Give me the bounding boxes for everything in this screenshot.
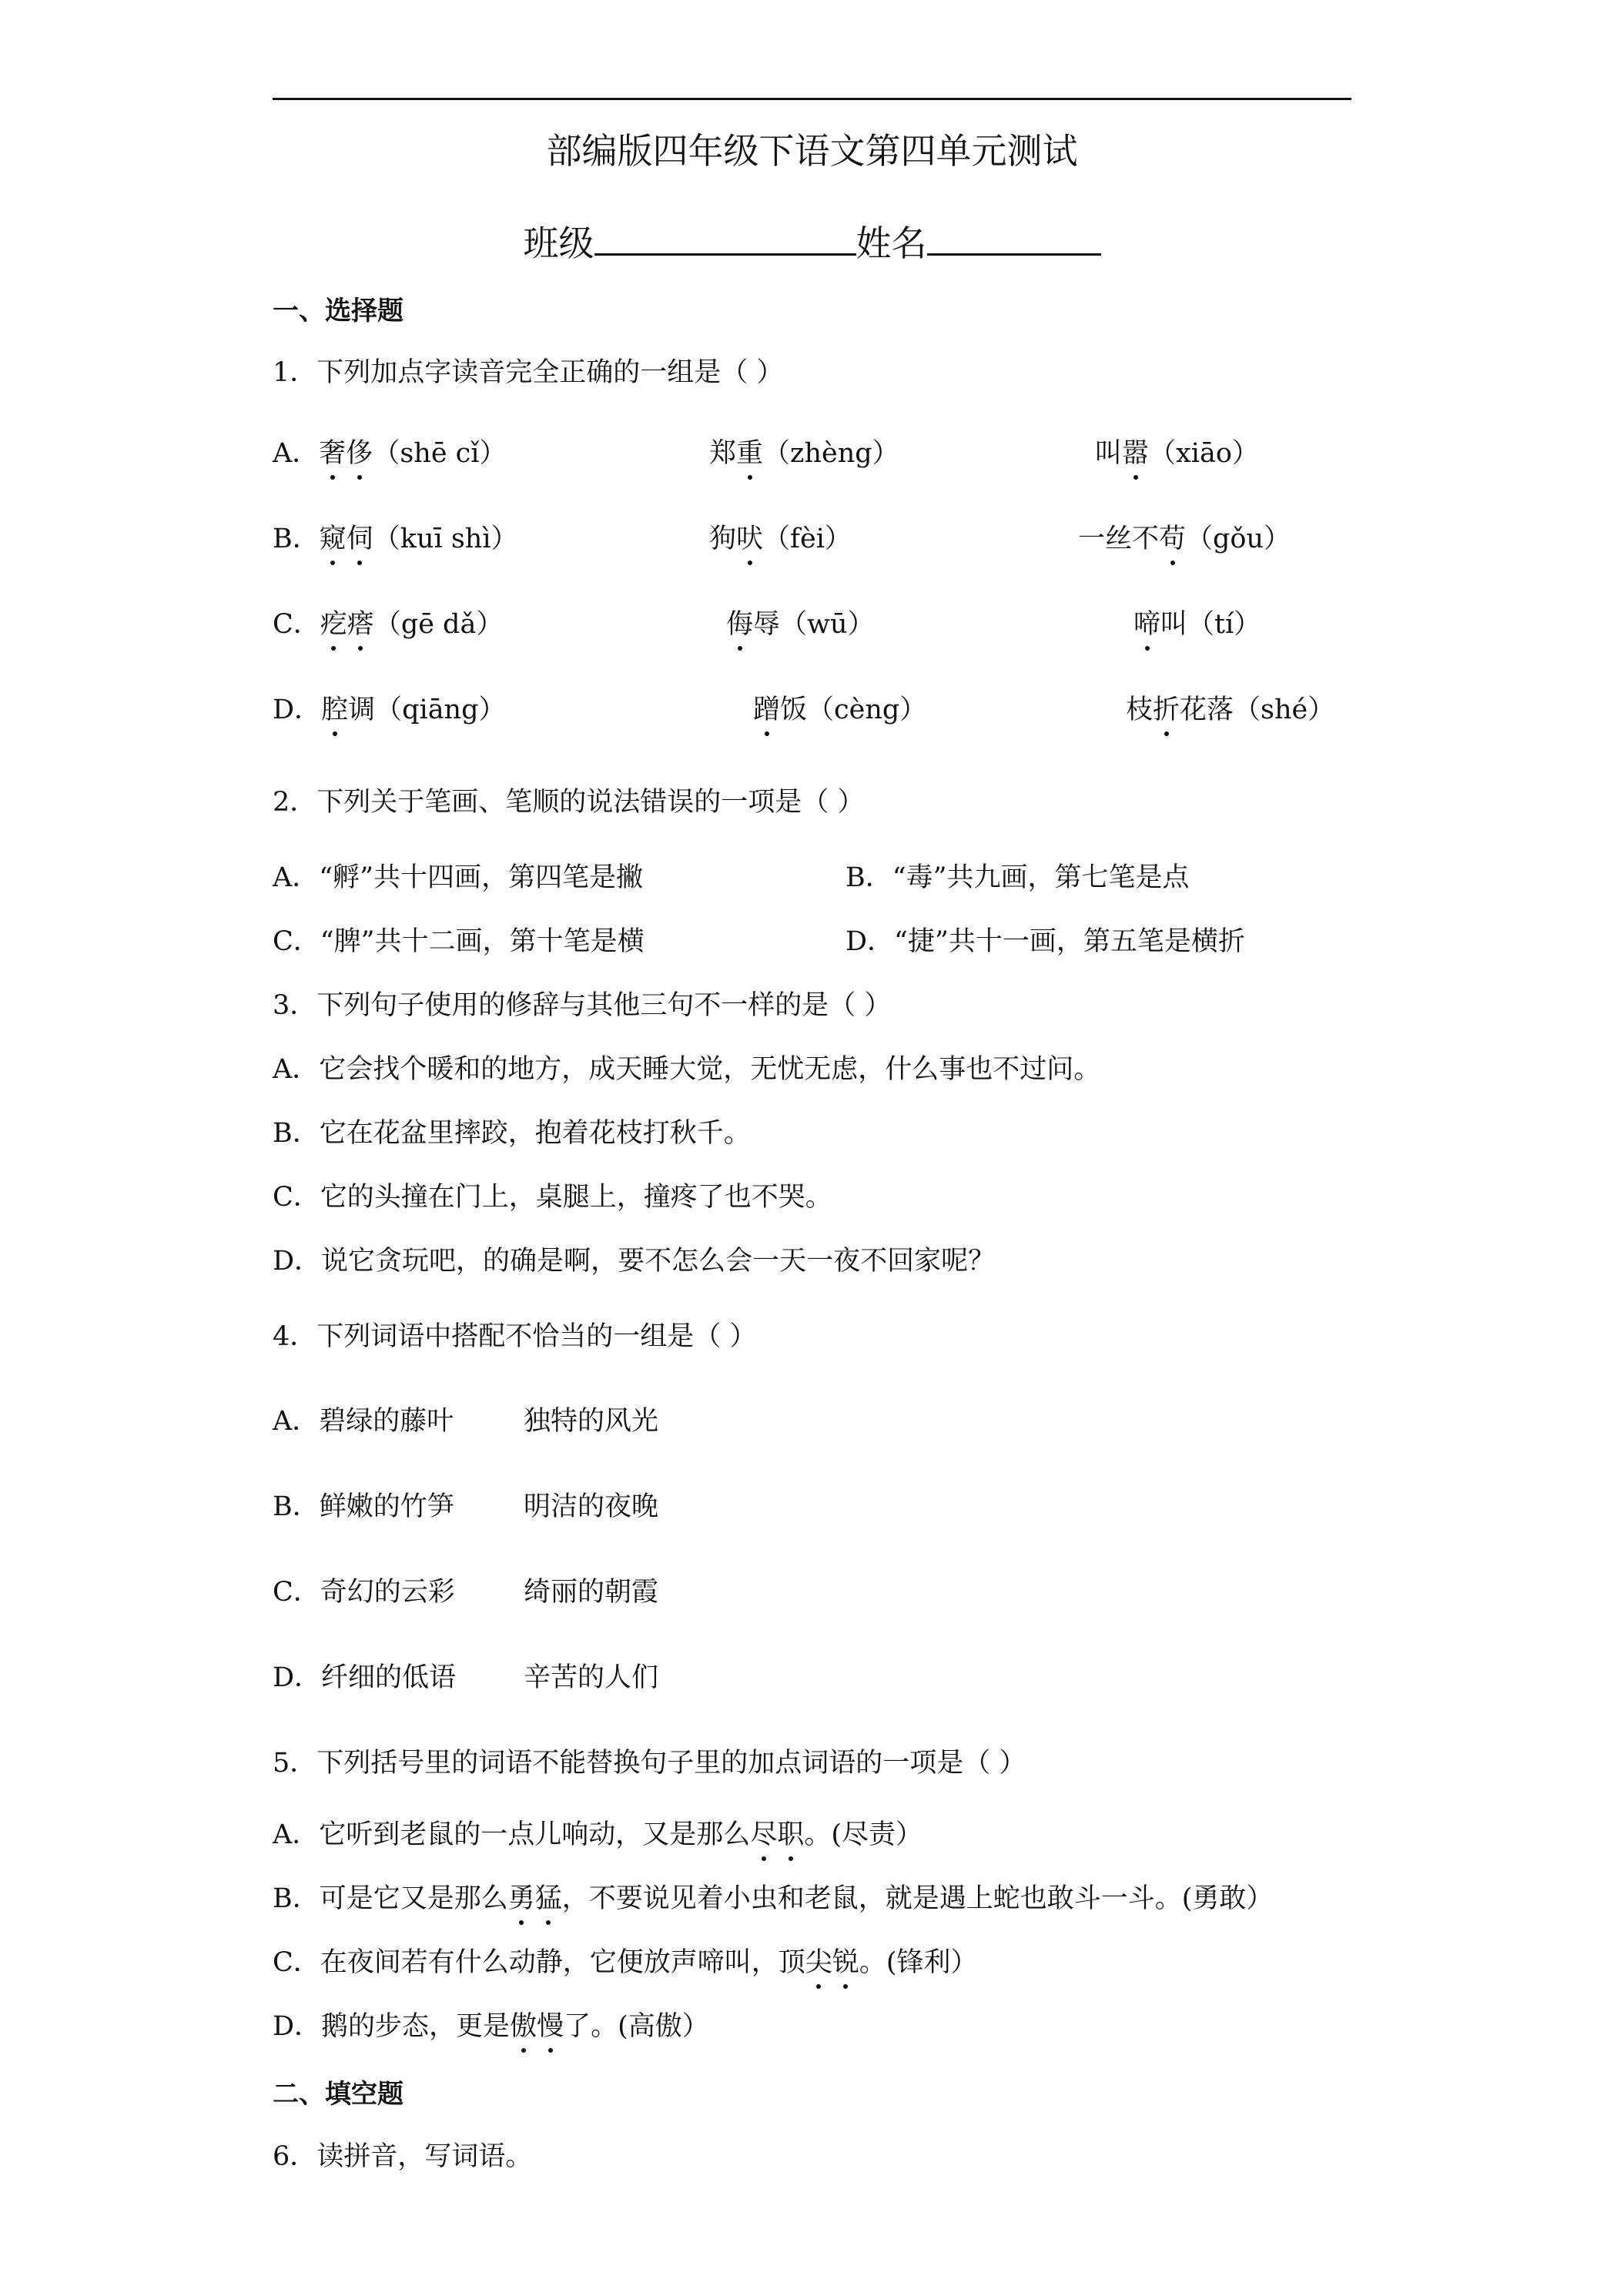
q1-option-b2: 狗吠（fèi）	[709, 517, 852, 556]
q3-option-c[interactable]: C．它的头撞在门上，桌腿上，撞疼了也不哭。	[273, 1182, 832, 1213]
q2-stem: 2．下列关于笔画、笔顺的说法错误的一项是（ ）	[273, 787, 865, 818]
q6-stem: 6．读拼音，写词语。	[273, 2141, 533, 2172]
name-blank[interactable]	[927, 219, 1101, 256]
q1-option-c2: 侮辱（wū）	[726, 603, 875, 641]
q5-stem: 5．下列括号里的词语不能替换句子里的加点词语的一项是（ ）	[273, 1748, 1026, 1779]
q1-option-b3: 一丝不苟（gǒu）	[1078, 517, 1291, 556]
q1-option-d1[interactable]: D．腔调（qiāng）	[273, 688, 506, 727]
q1-option-a2: 郑重（zhèng）	[709, 432, 899, 470]
q4-option-b[interactable]: B．鲜嫩的竹笋 明洁的夜晚	[273, 1491, 659, 1522]
class-name-line	[0, 216, 1624, 266]
q5-option-a[interactable]: A．它听到老鼠的一点儿响动，又是那么尽职。(尽责）	[273, 1813, 922, 1852]
page-title: 部编版四年级下语文第四单元测试	[546, 130, 1078, 172]
class-label: 班级	[523, 223, 594, 264]
q5-option-c[interactable]: C．在夜间若有什么动静，它便放声啼叫，顶尖锐。(锋利）	[273, 1941, 977, 1980]
q5-option-b[interactable]: B．可是它又是那么勇猛，不要说见着小虫和老鼠，就是遇上蛇也敢斗一斗。(勇敢）	[273, 1877, 1273, 1916]
q4-stem: 4．下列词语中搭配不恰当的一组是（ ）	[273, 1321, 757, 1352]
q4-option-a[interactable]: A．碧绿的藤叶 独特的风光	[273, 1406, 659, 1437]
q2-option-c[interactable]: C．“脾”共十二画，第十笔是横	[273, 926, 645, 957]
q1-option-d3: 枝折花落（shé）	[1126, 688, 1334, 727]
q2-option-a[interactable]: A．“孵”共十四画，第四笔是撇	[273, 862, 644, 893]
q1-option-a1[interactable]: A．奢侈（shē cǐ）	[273, 432, 506, 470]
name-label: 姓名	[856, 223, 927, 264]
q2-option-d[interactable]: D．“捷”共十一画，第五笔是横折	[845, 926, 1245, 957]
q4-option-d[interactable]: D．纤细的低语 辛苦的人们	[273, 1662, 659, 1693]
q4-option-c[interactable]: C．奇幻的云彩 绮丽的朝霞	[273, 1577, 659, 1608]
q3-option-a[interactable]: A．它会找个暖和的地方，成天睡大觉，无忧无虑，什么事也不过问。	[273, 1054, 1101, 1085]
header-rule	[273, 98, 1351, 100]
q3-option-b[interactable]: B．它在花盆里摔跤，抱着花枝打秋千。	[273, 1118, 751, 1149]
section-choice: 一、选择题	[273, 296, 403, 326]
q1-option-a3: 叫嚣（xiāo）	[1095, 432, 1259, 470]
class-blank[interactable]	[594, 219, 856, 256]
q3-stem: 3．下列句子使用的修辞与其他三句不一样的是（ ）	[273, 990, 892, 1021]
q1-option-c1[interactable]: C．疙瘩（gē dǎ）	[273, 603, 503, 641]
q1-option-c3: 啼叫（tí）	[1133, 603, 1261, 641]
q1-option-b1[interactable]: B．窥伺（kuī shì）	[273, 517, 518, 556]
q1-stem: 1．下列加点字读音完全正确的一组是（ ）	[273, 357, 784, 388]
section-fill: 二、填空题	[273, 2079, 403, 2110]
q1-option-d2: 蹭饭（cèng）	[753, 688, 926, 727]
q3-option-d[interactable]: D．说它贪玩吧，的确是啊，要不怎么会一天一夜不回家呢？	[273, 1246, 996, 1277]
q5-option-d[interactable]: D．鹅的步态，更是傲慢了。(高傲）	[273, 2005, 709, 2043]
q2-option-b[interactable]: B．“毒”共九画，第七笔是点	[845, 862, 1190, 893]
